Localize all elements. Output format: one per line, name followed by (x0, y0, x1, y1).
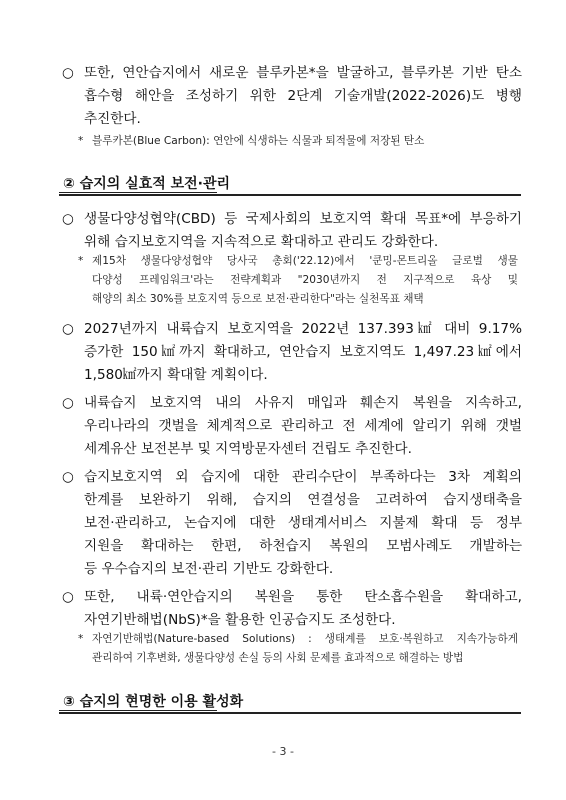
footnote-line: 해양의 최소 30%를 보호지역 등으로 보전·관리한다"라는 실천목표 채택 (92, 293, 424, 305)
text-line: 지원을 확대하는 한편, 하천습지 복원의 모범사례도 개발하는 (84, 538, 522, 554)
paragraph-2027-target (62, 318, 522, 387)
heading-underline-accent (59, 710, 217, 714)
paragraph-wetland-connectivity (62, 466, 522, 581)
footnote-line: 다양성 프레임워크'라는 전략계획과 "2030년까지 전 지구적으로 육상 및 (92, 274, 518, 286)
text-line: 우리나라의 갯벌을 체계적으로 관리하고 전 세계에 알리기 위해 갯벌 (84, 418, 522, 434)
text-line: 세계유산 보전본부 및 지역방문자센터 건립도 추진한다. (84, 441, 412, 457)
section-heading-3 (59, 688, 521, 714)
heading-underline-accent (59, 192, 217, 196)
text-line: 생물다양성협약(CBD) 등 국제사회의 보호지역 확대 목표*에 부응하기 (84, 211, 522, 227)
text-line: 1,580㎢까지 확대할 계획이다. (84, 367, 268, 383)
text-line: 보전·관리하고, 논습지에 대한 생태계서비스 지불제 확대 등 정부 (84, 515, 522, 531)
text-line: 자연기반해법(NbS)*을 활용한 인공습지도 조성한다. (84, 612, 396, 628)
footnote-line: 블루카본(Blue Carbon): 연안에 식생하는 식물과 퇴적물에 저장된 탄소 (92, 135, 425, 147)
footnote-line: 제15차 생물다양성협약 당사국 총회('22.12)에서 '쿤밍-몬트리올 글로벌 생물 (92, 255, 518, 267)
text-line: 또한, 연안습지에서 새로운 블루카본*을 발굴하고, 블루카본 기반 탄소 (84, 65, 522, 81)
footnote-marker: * (78, 255, 84, 267)
text-line: 2027년까지 내륙습지 보호지역을 2022년 137.393㎢ 대비 9.17% (84, 321, 522, 337)
section-heading-2 (59, 170, 521, 196)
text-line: 한계를 보완하기 위해, 습지의 연결성을 고려하여 습지생태축을 (84, 492, 522, 508)
paragraph-blue-carbon (62, 62, 522, 131)
section-heading-text: ② 습지의 실효적 보전·관리 (63, 176, 231, 192)
page-number: - 3 - (272, 745, 294, 758)
text-line: 내륙습지 보호지역 내의 사유지 매입과 훼손지 복원을 지속하고, (84, 395, 522, 411)
bullet: ○ (62, 395, 74, 411)
text-line: 습지보호지역 외 습지에 대한 관리수단이 부족하다는 3차 계획의 (84, 469, 522, 485)
bullet: ○ (62, 211, 74, 227)
text-line: 추진한다. (84, 111, 141, 127)
paragraph-tidal-flat (62, 392, 522, 461)
text-line: 흡수형 해안을 조성하기 위한 2단계 기술개발(2022-2026)도 병행 (84, 88, 522, 104)
footnote-nbs (78, 630, 518, 668)
bullet: ○ (62, 469, 74, 485)
text-line: 증가한 150㎢까지 확대하고, 연안습지 보호지역도 1,497.23㎢에서 (84, 344, 522, 360)
footnote-line: 관리하여 기후변화, 생물다양성 손실 등의 사회 문제를 효과적으로 해결하는 방법 (92, 652, 464, 664)
text-line: 위해 습지보호지역을 지속적으로 확대하고 관리도 강화한다. (84, 234, 439, 250)
text-line: 등 우수습지의 보전·관리 기반도 강화한다. (84, 561, 334, 577)
bullet: ○ (62, 589, 74, 605)
bullet: ○ (62, 65, 74, 81)
section-heading-text: ③ 습지의 현명한 이용 활성화 (63, 694, 244, 710)
footnote-cbd (78, 252, 518, 309)
bullet: ○ (62, 321, 74, 337)
footnote-blue-carbon (78, 132, 518, 151)
footnote-marker: * (78, 135, 84, 147)
footnote-marker: * (78, 633, 84, 645)
paragraph-cbd (62, 208, 522, 254)
footnote-line: 자연기반해법(Nature-based Solutions) : 생태계를 보호·복원하고 지속가능하게 (92, 633, 518, 645)
paragraph-carbon-sink (62, 586, 522, 632)
text-line: 또한, 내륙·연안습지의 복원을 통한 탄소흡수원을 확대하고, (84, 589, 522, 605)
